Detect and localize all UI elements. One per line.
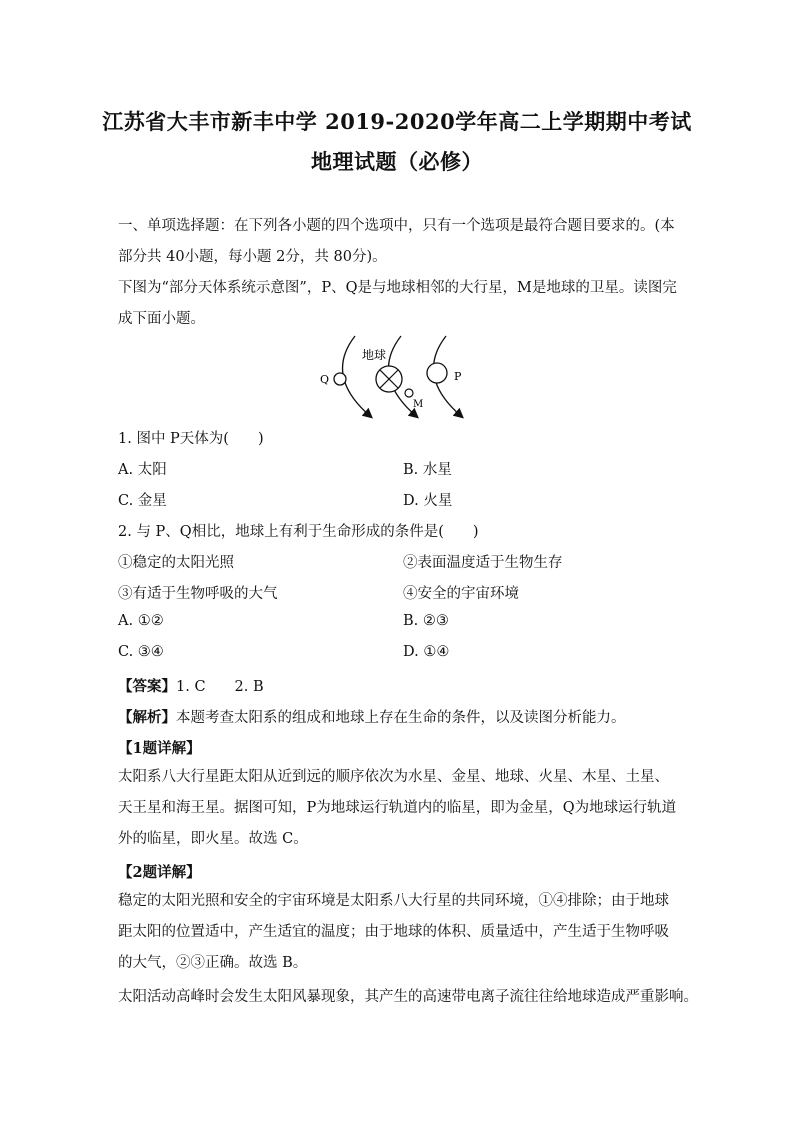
question-intro: 下图为“部分天体系统示意图”，P、Q是与地球相邻的大行星，M是地球的卫星。读图完成下面小题。 — [118, 280, 677, 327]
m-label: M — [413, 399, 424, 410]
title-line-2: 地理试题（必修） — [311, 149, 483, 174]
detail-1-label: 【1题详解】 — [118, 740, 201, 757]
q2-item-4: ④安全的宇宙环境 — [403, 586, 519, 602]
closing-line: 太阳活动高峰时会发生太阳风暴现象，其产生的高速带电离子流往往给地球造成严重影响。 — [118, 989, 698, 1005]
q1-option-d: D. 火星 — [403, 493, 453, 509]
title-line-1: 江苏省大丰市新丰中学 2019-2020学年高二上学期期中考试 — [102, 109, 692, 134]
q2-item-2: ②表面温度适于生物生存 — [403, 555, 563, 571]
q2-stem: 2. 与 P、Q相比，地球上有利于生命形成的条件是( ) — [118, 524, 479, 540]
q-planet — [334, 373, 346, 385]
analysis-label: 【解析】 — [118, 709, 176, 726]
earth-label: 地球 — [362, 348, 387, 362]
detail-2-text: 稳定的太阳光照和安全的宇宙环境是太阳系八大行星的共同环境，①④排除；由于地球距太阳的位置适中，产生适宜的温度；由于地球的体积、质量适中，产生适于生物呼吸的大气，②③正确。故选 B。 — [118, 893, 669, 971]
q1-stem: 1. 图中 P天体为( ) — [118, 431, 264, 447]
answer-text: 1. C 2. B — [176, 679, 264, 695]
section-instruction: 一、单项选择题：在下列各小题的四个选项中，只有一个选项是最符合题目要求的。(本部分共 40小题，每小题 2分，共 80分)。 — [118, 218, 675, 265]
answer-label: 【答案】 — [118, 678, 176, 695]
celestial-diagram — [310, 330, 480, 422]
detail-1-text: 太阳系八大行星距太阳从近到远的顺序依次为水星、金星、地球、火星、木星、土星、天王星和海王星。据图可知，P为地球运行轨道内的临星，即为金星，Q为地球运行轨道外的临星，即火星。故选 C。 — [118, 769, 677, 847]
q2-item-1: ①稳定的太阳光照 — [118, 555, 234, 571]
q2-option-c: C. ③④ — [118, 644, 164, 660]
q2-option-d: D. ①④ — [403, 644, 450, 660]
q2-item-3: ③有适于生物呼吸的大气 — [118, 586, 278, 602]
q1-option-c: C. 金星 — [118, 493, 167, 509]
p-label: P — [454, 370, 462, 383]
q1-option-b: B. 水星 — [403, 462, 452, 478]
analysis-line — [118, 706, 626, 727]
q2-option-a: A. ①② — [118, 613, 164, 629]
p-planet — [427, 363, 447, 383]
moon-m — [405, 389, 413, 397]
detail-2-label: 【2题详解】 — [118, 864, 201, 881]
answer-line — [118, 675, 264, 696]
q-label: Q — [320, 373, 330, 386]
analysis-text: 本题考查太阳系的组成和地球上存在生命的条件，以及读图分析能力。 — [176, 710, 626, 726]
q2-option-b: B. ②③ — [403, 613, 449, 629]
q1-option-a: A. 太阳 — [118, 462, 167, 478]
